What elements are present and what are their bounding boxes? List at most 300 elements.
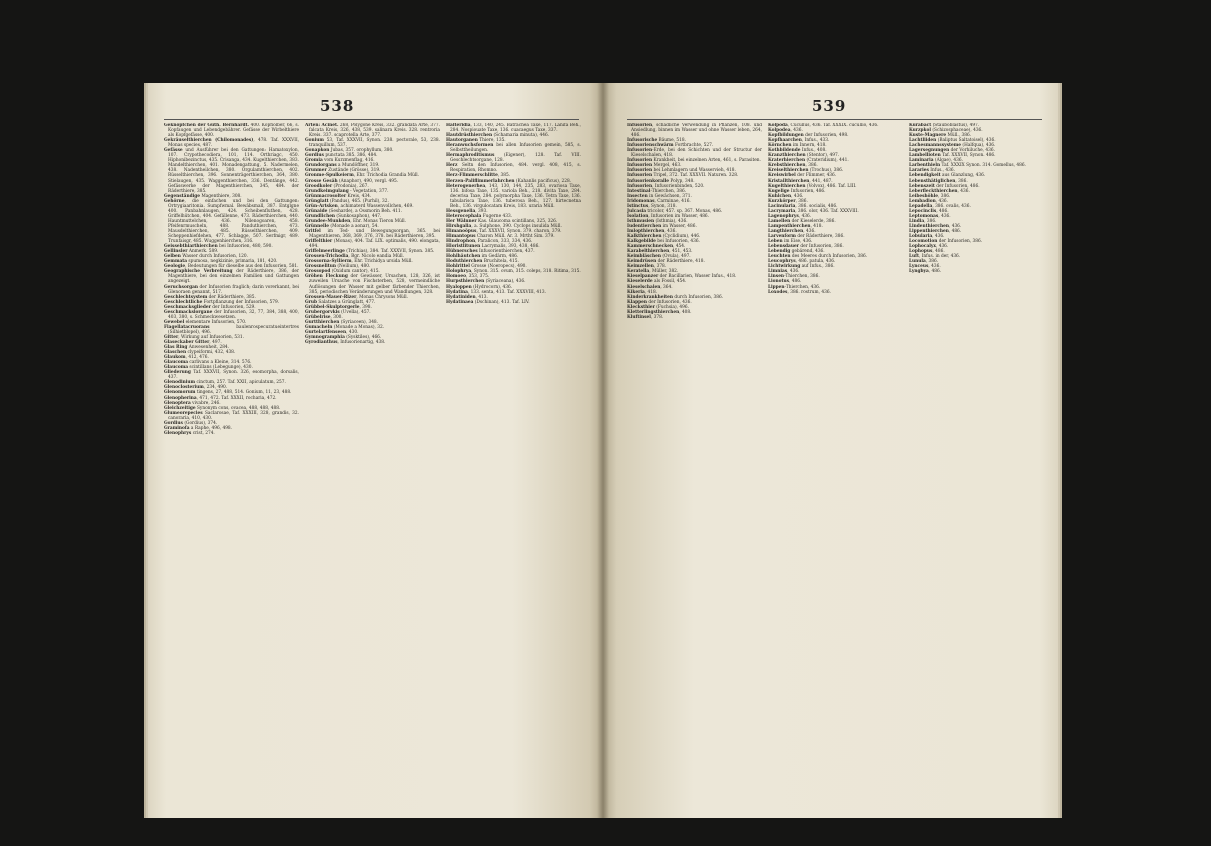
index-text: , 496. [676, 304, 689, 310]
index-text: , Wirkung auf Infusorien, 531. [178, 334, 244, 340]
index-text: , 486. [932, 249, 945, 255]
index-text: (Algae) [934, 158, 951, 164]
index-text: coleps [526, 269, 541, 275]
index-text: a Ossmorin [355, 208, 380, 214]
index-text: (Trichias) [344, 249, 368, 255]
index-text: (Stauboblastus) [931, 123, 967, 128]
index-text: Taf. XXXVII, Synon. 486. [940, 153, 996, 159]
index-headword: Larbenthieln [909, 163, 941, 169]
index-headword: Grübelrise [305, 314, 331, 320]
index-entry [164, 411, 299, 421]
index-text: , 133, 140, 245. [470, 123, 507, 128]
index-text: cons [218, 405, 229, 411]
index-text: (Sunkosaphon), 447. [335, 213, 382, 219]
index-text: der Räderthiere, 385. [207, 294, 256, 300]
index-entry [446, 300, 581, 305]
index-text: durch Infusorien, 386. [672, 294, 724, 300]
index-entry [305, 138, 440, 148]
left-page [148, 83, 603, 818]
index-text: , 53, 238. [416, 138, 440, 144]
index-headword: Karabelthierchen [627, 249, 670, 255]
index-headword: Kreiswirbel [768, 173, 796, 179]
index-headword: Kraterhierchen [768, 158, 806, 164]
index-text: der Räderthiere, 418. [656, 259, 705, 265]
index-text: pectorale [396, 138, 417, 144]
index-text: (Hydrocorn) [471, 284, 500, 290]
index-headword: Kletterlingsthierchen [627, 309, 680, 315]
index-text: orophyllum [356, 148, 382, 154]
index-headword: Griffelmeerlinge [305, 249, 345, 255]
index-text: , 436. [983, 143, 996, 149]
index-text: vermeindliche Auflösungen [309, 279, 440, 290]
index-text: , schädliche Verwendung in Pflanzen, 108. [652, 123, 754, 128]
index-text: (Fuchsia) [654, 304, 677, 310]
index-headword: Grossopod [305, 269, 331, 275]
index-text: Infus., 418. [710, 274, 737, 280]
index-text: , 436. [791, 193, 804, 199]
index-text: , 457. [663, 208, 677, 214]
index-headword: Heranwuchsformen [446, 143, 494, 149]
index-headword: Lepocinclis [909, 208, 937, 214]
index-text: variola [501, 188, 517, 194]
index-text: - Vegetation, 377. [348, 188, 389, 194]
index-text: , 436. [970, 128, 983, 134]
index-text: bifosa [461, 188, 475, 194]
index-text: scintillans [189, 365, 212, 371]
index-text: Grosse [469, 264, 487, 270]
index-text: , 436. Taf. XXXVIII. [817, 208, 859, 214]
index-text: , 454. [673, 244, 686, 250]
index-text: , 490. [405, 239, 420, 245]
index-text: , 471, 472. Taf. XXXII, [196, 395, 246, 401]
index-headword: Lepadella [909, 203, 933, 209]
index-text: 400. Kopfiölber, 66, s. Kopfaugen und Lebendgebährer. Gefässe der Wirbelthiere als Kopfgefässe, 400. [168, 123, 299, 139]
left-column-1 [164, 123, 299, 813]
index-text: , 486. [928, 269, 942, 275]
index-text: , 379. [549, 228, 562, 234]
index-headword: Gronme-Spulkeierm [305, 173, 354, 179]
index-text: rostrum [801, 289, 819, 295]
index-text: aus Glanzlung, 436. [940, 173, 986, 179]
index-text: , 486. [1013, 163, 1026, 169]
index-headword: Griffelthier [305, 239, 333, 245]
index-headword: Glenophrys [164, 430, 192, 436]
index-text: dorsalis [280, 370, 298, 376]
index-text: Ar. 3. Mrtht Sim [506, 234, 543, 240]
index-text: , Infusorienartig [337, 340, 374, 346]
index-text: Taxe, 117. [529, 123, 555, 128]
index-headword: Grossnelitun [305, 264, 336, 270]
index-text: der Räderthiere, 386, der Magenthiere, bei den einzelnen Familien und Gattungen angezeigt. [168, 269, 299, 285]
index-text: der Infusorien, 486. [934, 183, 980, 189]
index-headword: Hohlhäutchen [446, 254, 481, 260]
index-text: Taxe, 135. [474, 188, 502, 194]
left-page-columns [164, 123, 581, 813]
index-text: Müll. [549, 223, 562, 229]
index-text: (Dschinan) [473, 299, 499, 305]
index-text: der Infusorien, 386. [937, 239, 983, 245]
index-text: , 436. [675, 218, 688, 224]
index-headword: Keimdrüsen [627, 259, 657, 265]
index-text: , 234, 490. [203, 385, 228, 391]
index-headword: Julcasia [627, 208, 647, 214]
index-entry [446, 163, 581, 173]
index-text: , 390. [499, 223, 514, 229]
index-text: (Kahanlis pacificus) [514, 178, 559, 184]
right-page [603, 83, 1058, 818]
index-headword: Leucophrys [768, 259, 796, 265]
index-text: Arte, 377. [416, 123, 440, 128]
index-text: Ritima [554, 269, 569, 275]
index-text: , 386. [955, 178, 968, 184]
index-headword: Gehörne [164, 198, 185, 204]
index-text: auf Infus., 386. [800, 264, 835, 270]
index-text: und Ausführer bei den Gattungen: Hamatoxylon, 107. Crypothecodiera, 101, 114. Orthriagc, 450. Hiphonibezinctus, 435. Crisanga, 434. Kugelthierchen, 383. Mandelthierchen, 401. Monadengattung, 5. Nadermelen, 438. Nadentheilchen, 380. Orgulamthierchen, 402. Rüsselthierchen, 396. Sonnenträgerthierchen, 364, 380. Stielaugen, 435. Waggenthierchen, 336. Dentänge, 442. Gefässwerke der Magenthierchen, 345, 484. der Räderthiere, 385. [168, 148, 299, 194]
index-text: Beh., 218. [516, 188, 544, 194]
index-text: (Schizosphaceae) [930, 128, 971, 134]
index-text: , Monas Chrysons [356, 294, 396, 300]
index-headword: Gumacheln [305, 324, 333, 330]
index-text: Raphe [194, 425, 209, 431]
index-headword: Iridomonas [627, 198, 655, 204]
index-text: , 348. [682, 178, 695, 184]
index-text: , 527. [700, 143, 714, 149]
index-headword: Grunmer [305, 168, 327, 174]
index-headword: Heterocephala [446, 213, 482, 219]
index-headword: Grün-Artsken [305, 203, 338, 209]
index-text: , 380. [381, 148, 394, 154]
index-headword: Kolpoda [768, 123, 788, 128]
index-text: Kreis. 328. [392, 128, 421, 134]
index-headword: Infusorien [627, 183, 653, 189]
index-text: Müll. [492, 234, 507, 240]
index-text: (Oxidum cantor) [330, 269, 368, 275]
index-text: Wasservieh [698, 168, 724, 174]
index-text: , 418. [723, 168, 736, 174]
index-text: Synon. 238. [366, 138, 397, 144]
index-text: , 441. [836, 158, 849, 164]
index-text: , 416. [678, 198, 691, 204]
index-headword: Istinctus [627, 203, 649, 209]
index-text: Ehr. Trichodia Grandia [356, 173, 407, 179]
index-headword: Lynceus [909, 264, 929, 270]
index-text: , 274. [202, 430, 215, 436]
index-text: , Taf. XXXVII, Synon. 379. [476, 228, 534, 234]
index-text: Kreis. 337. [309, 133, 335, 139]
index-text: Charon [476, 234, 493, 240]
index-text: Anwesenheit, 284. [187, 345, 230, 351]
index-text: Bruchitela [482, 259, 507, 265]
index-text: , 386. [795, 198, 808, 204]
index-text: , Infusorien im [648, 213, 682, 219]
index-text: Kreis [346, 193, 359, 199]
index-headword: Lophopus [909, 249, 933, 255]
index-text: , 314. 576. [228, 360, 252, 366]
index-text: Magenthiere, 308. [199, 193, 242, 199]
index-headword: Insecten [627, 193, 648, 199]
index-headword: Isolation [627, 213, 649, 219]
index-text: canoraria [168, 415, 189, 421]
index-headword: Lebendig [768, 249, 791, 255]
index-text: Müll. [400, 259, 413, 265]
right-page-number: 539 [812, 97, 847, 115]
index-text: Zustände (Grösse), 319. [326, 168, 381, 174]
index-text: bei Infusorien, 480, 590. [217, 244, 273, 250]
index-headword: Graminofa [164, 425, 190, 431]
index-headword: Glenodinium [164, 380, 196, 386]
index-text: , Paralicon [475, 239, 499, 245]
index-headword: Kothbildende [768, 148, 801, 154]
index-headword: Kopfhaarchen [768, 138, 802, 144]
index-text: (Schamaria minuta) [492, 133, 537, 139]
index-text: virgulocatam [473, 203, 503, 209]
index-headword: Lindia [909, 218, 925, 224]
index-text: Kurzmenflag [334, 158, 363, 164]
index-text: divita [543, 188, 556, 194]
index-text: charon [534, 228, 550, 234]
index-text: vergl. [374, 178, 388, 184]
index-headword: Gekräuselthierchen (Chilomonades) [164, 138, 254, 144]
index-headword: Glaucoma [164, 365, 189, 371]
index-headword: Gliederung [164, 370, 191, 376]
index-text: , 436. [787, 269, 800, 275]
index-headword: Infusorien [627, 168, 653, 174]
index-text: , 451, 453. [669, 249, 693, 255]
index-text: , Synon, 318. [648, 203, 677, 209]
index-text: ovacea [231, 405, 247, 411]
index-headword: Kurzpkol [909, 128, 931, 134]
index-headword: Kurzkörper [768, 198, 796, 204]
index-text: Glaucoma scintillans [488, 218, 535, 224]
index-text: Synonym [196, 405, 217, 411]
index-text: , 386. [787, 289, 802, 295]
index-headword: Gordius [164, 420, 183, 426]
index-headword: Laminaria [909, 158, 934, 164]
index-headword: Grossen-Mauer-Rizer [305, 294, 357, 300]
index-text: . 379. [542, 234, 555, 240]
index-text: im Ted- und Bewegungsorgan, 365. bei Magenthieren, 368, 369, 376, 378. bei Räderthieren, 395. [309, 228, 440, 240]
index-headword: Lionotus [768, 279, 790, 285]
index-headword: Infusorienkoralle [627, 178, 670, 184]
index-headword: Krebsthierchen [768, 163, 806, 169]
index-headword: Leptomonas [909, 213, 939, 219]
index-text: , 418. [810, 223, 823, 229]
index-headword: Lunula [909, 259, 926, 265]
index-headword: Glenoclosterium [164, 385, 204, 391]
index-headword: Grundlichen [305, 213, 336, 219]
index-text: a [209, 360, 215, 366]
index-text: , 432, 438. [212, 350, 236, 356]
index-text: Wasser [694, 274, 711, 280]
index-text: , 353, 375. [465, 274, 490, 280]
index-text: sp. 367. Monas [676, 208, 710, 214]
index-text: Taxe, 136. [556, 193, 581, 199]
index-text: , 257. [273, 380, 286, 386]
left-column-2 [305, 123, 440, 813]
index-text: , 437. [522, 249, 535, 255]
index-text: (Syriaceana) [484, 279, 514, 285]
index-headword: Hirshgalia [446, 223, 472, 229]
index-headword: Groodkoler [305, 183, 333, 189]
index-text: (Cyclidium) [661, 234, 689, 240]
index-headword: Geschlechtliche [164, 299, 203, 305]
index-headword: Lagenophrys [768, 213, 799, 219]
index-text: , 436. [803, 228, 816, 234]
index-headword: Kugelige [768, 188, 790, 194]
index-headword: Leibeshöhle [909, 193, 939, 199]
index-text: Infus., 408. [800, 148, 827, 154]
index-headword: Herz [446, 163, 458, 169]
index-text: , 416. [362, 158, 375, 164]
index-text: polymorpha [494, 193, 520, 199]
index-text: , 385. [497, 173, 511, 179]
index-text: spumosa, [187, 259, 211, 265]
index-text: cinctum [196, 380, 214, 386]
index-headword: Hyaloppen [446, 284, 472, 290]
index-text: optimalis [385, 239, 406, 245]
index-text: tingens [196, 390, 213, 396]
index-text: Ehr. Monas Tieron [353, 218, 394, 224]
index-entry [164, 269, 299, 284]
index-text: , 364. [660, 284, 673, 290]
index-headword: Luft [909, 254, 919, 260]
index-headword: Klappen [627, 299, 648, 305]
index-text: , 486. [936, 208, 949, 214]
index-text: 385. 386, 484. [344, 153, 378, 159]
index-text: 53, [323, 138, 337, 144]
index-text: , 486. [696, 213, 710, 219]
index-headword: Grub [305, 299, 318, 305]
index-text: tabularisca [450, 198, 475, 204]
index-headword: Hautdrüsthierchen [446, 133, 493, 139]
index-text: (Volvox) [805, 183, 825, 189]
index-text: , 518. [673, 138, 686, 144]
index-text: bei allen Infusorien gemein, 585, s. Selbsttheilungen. [450, 143, 581, 154]
index-text: Arte, 377. [358, 133, 382, 139]
index-headword: Lambellioten [909, 153, 941, 159]
index-text: Müll. [541, 203, 555, 209]
index-entry [164, 285, 299, 295]
index-text: , 436. [928, 264, 941, 270]
index-headword: Geschmacksglieder [164, 304, 211, 310]
index-text: Thiere [477, 138, 494, 144]
index-headword: Her Wälnner [446, 218, 477, 224]
index-text: tranquillum [309, 143, 335, 149]
open-book [148, 83, 1058, 818]
index-text: Kreis, 183. [502, 203, 529, 209]
left-page-number: 538 [320, 97, 355, 115]
index-entry [164, 370, 299, 380]
index-entry [164, 199, 299, 244]
index-text: falcata [309, 128, 324, 134]
index-text: (Anaphor), 490, [337, 178, 375, 184]
index-headword: Lebenszeit [909, 183, 935, 189]
index-text: , 472. [264, 395, 277, 401]
index-headword: Gyrodianthus [305, 340, 338, 346]
index-text: (Neilium) [336, 264, 358, 270]
index-text: , 436. [958, 203, 971, 209]
index-headword: Lacinularia [768, 203, 796, 209]
index-headword: Kinderkrankheiten [627, 294, 673, 300]
index-entry [164, 310, 299, 320]
index-text: Beh. 411. [379, 208, 403, 214]
index-headword: Keratella [627, 269, 650, 275]
index-text: , 497. [826, 153, 840, 159]
index-text: , 436. [866, 123, 879, 128]
index-text: -Erde, bei den Schichten und der Structur der Kieselschalen, 418. [631, 148, 762, 159]
index-text: der Flimmer, 436. [795, 173, 837, 179]
index-headword: Grundee-Munkden [305, 218, 351, 224]
index-text: , 32. [374, 324, 385, 330]
index-headword: Lararies [909, 168, 929, 174]
index-text: scaprotella [334, 133, 359, 139]
index-text: socialis [809, 203, 826, 209]
index-text: , 318. [540, 269, 555, 275]
index-text: , 497. [209, 340, 222, 346]
index-text: , 436. [932, 234, 945, 240]
index-text: , 434. [358, 193, 372, 199]
index-text: gebärend, 436. [790, 249, 825, 255]
index-text: , [350, 218, 354, 224]
index-headword: Geissebthiarthierchen [164, 244, 218, 250]
index-text: der Infusorien, 498. [803, 133, 849, 139]
index-text: Cucullus [790, 123, 810, 128]
index-headword: Infusorienschwärm [627, 143, 674, 149]
index-entry [305, 239, 440, 249]
index-text: , 357. [342, 148, 357, 154]
index-headword: Grundorgans [305, 163, 337, 169]
index-text: , 412, 476. [185, 355, 209, 361]
index-headword: Gromia [305, 158, 323, 164]
index-text: , 436. [798, 213, 812, 219]
index-text: (Baliptus Saltatoisel) [936, 138, 984, 144]
index-text: Sulphone [479, 223, 500, 229]
index-text: , 181, 420. [254, 259, 278, 265]
index-text: 433. [501, 213, 513, 219]
index-headword: Glumeorepecies [164, 410, 203, 416]
index-headword: Klecksthier [627, 304, 655, 310]
index-text: , 386. [932, 203, 947, 209]
index-text: (Gordius) [182, 420, 205, 426]
index-headword: Geschmackslorgane [164, 309, 213, 315]
index-text: Infus. [928, 168, 943, 174]
index-text: , 27, 488, 514. [212, 390, 246, 396]
index-headword: Loxodes [768, 289, 788, 295]
index-headword: Gewebel [164, 319, 185, 325]
index-entry [446, 184, 581, 209]
index-text: , 436. [938, 213, 951, 219]
index-headword: Homoeo [446, 274, 466, 280]
index-text: , 436. [513, 279, 526, 285]
index-text: , 537. [334, 143, 347, 149]
index-headword: Glaukom [164, 355, 186, 361]
book-gutter [597, 83, 609, 818]
index-text: , 446. [688, 234, 701, 240]
index-entry [305, 229, 440, 239]
index-entry [305, 340, 440, 345]
index-text: , 488, 488, 488. [246, 405, 281, 411]
index-text: , 300. [330, 314, 343, 320]
index-text: , 386. [795, 203, 810, 209]
index-text: Müll., 386. [946, 133, 972, 139]
index-text: 268, Polygone Kreis, 332. [338, 123, 398, 128]
index-headword: Gonium [305, 138, 324, 144]
index-headword: Lacrymaria [768, 208, 796, 214]
index-headword: Intestinal [627, 188, 651, 194]
index-text: Müll. [393, 218, 406, 224]
index-text: , 438. [373, 340, 386, 346]
index-text: uraria [528, 203, 542, 209]
